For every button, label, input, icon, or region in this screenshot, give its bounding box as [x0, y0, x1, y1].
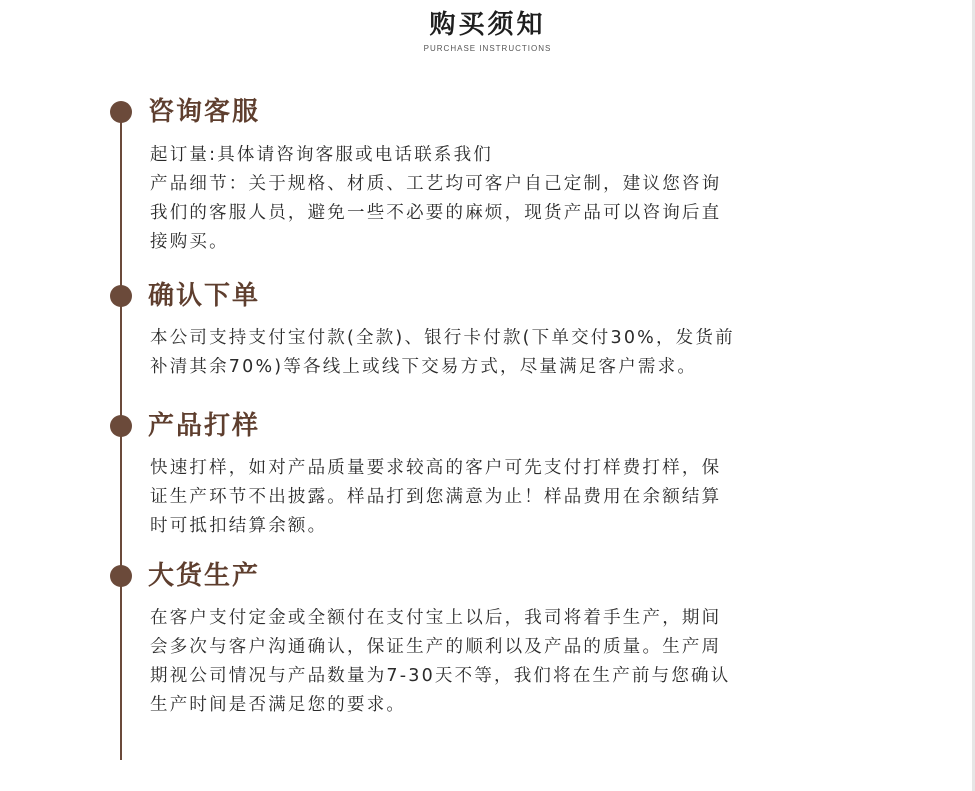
- body-line: 本公司支持支付宝付款(全款)、银行卡付款(下单交付30%，发货前: [150, 328, 735, 348]
- timeline-dot: [110, 285, 132, 307]
- body-line: 我们的客服人员，避免一些不必要的麻烦，现货产品可以咨询后直: [150, 203, 722, 223]
- section-title: 大货生产: [148, 561, 261, 591]
- timeline-dot: [110, 101, 132, 123]
- timeline-dot: [110, 565, 132, 587]
- body-line: 期视公司情况与产品数量为7-30天不等，我们将在生产前与您确认: [150, 666, 731, 686]
- section-body: [150, 324, 870, 382]
- body-line: 快速打样，如对产品质量要求较高的客户可先支付打样费打样，保: [150, 458, 722, 478]
- body-line: 会多次与客户沟通确认，保证生产的顺利以及产品的质量。生产周: [150, 637, 722, 657]
- body-line: 在客户支付定金或全额付在支付宝上以后，我司将着手生产，期间: [150, 608, 722, 628]
- section-title: 确认下单: [148, 281, 261, 311]
- body-line: 生产时间是否满足您的要求。: [150, 695, 407, 715]
- body-line: 起订量:具体请咨询客服或电话联系我们: [150, 145, 493, 165]
- page-subtitle: PURCHASE INSTRUCTIONS: [423, 44, 552, 53]
- body-line: 产品细节：关于规格、材质、工艺均可客户自己定制，建议您咨询: [150, 174, 722, 194]
- timeline-dot: [110, 415, 132, 437]
- body-line: 补清其余70%)等各线上或线下交易方式，尽量满足客户需求。: [150, 357, 698, 377]
- page-header: [0, 8, 975, 53]
- body-line: 接购买。: [150, 232, 229, 252]
- section-title: 咨询客服: [148, 97, 261, 127]
- section-body: [150, 141, 870, 257]
- section-body: [150, 604, 870, 720]
- body-line: 证生产环节不出披露。样品打到您满意为止！样品费用在余额结算: [150, 487, 722, 507]
- section-title: 产品打样: [148, 411, 261, 441]
- section-body: [150, 454, 870, 541]
- page-title: 购买须知: [429, 10, 546, 40]
- body-line: 时可抵扣结算余额。: [150, 516, 328, 536]
